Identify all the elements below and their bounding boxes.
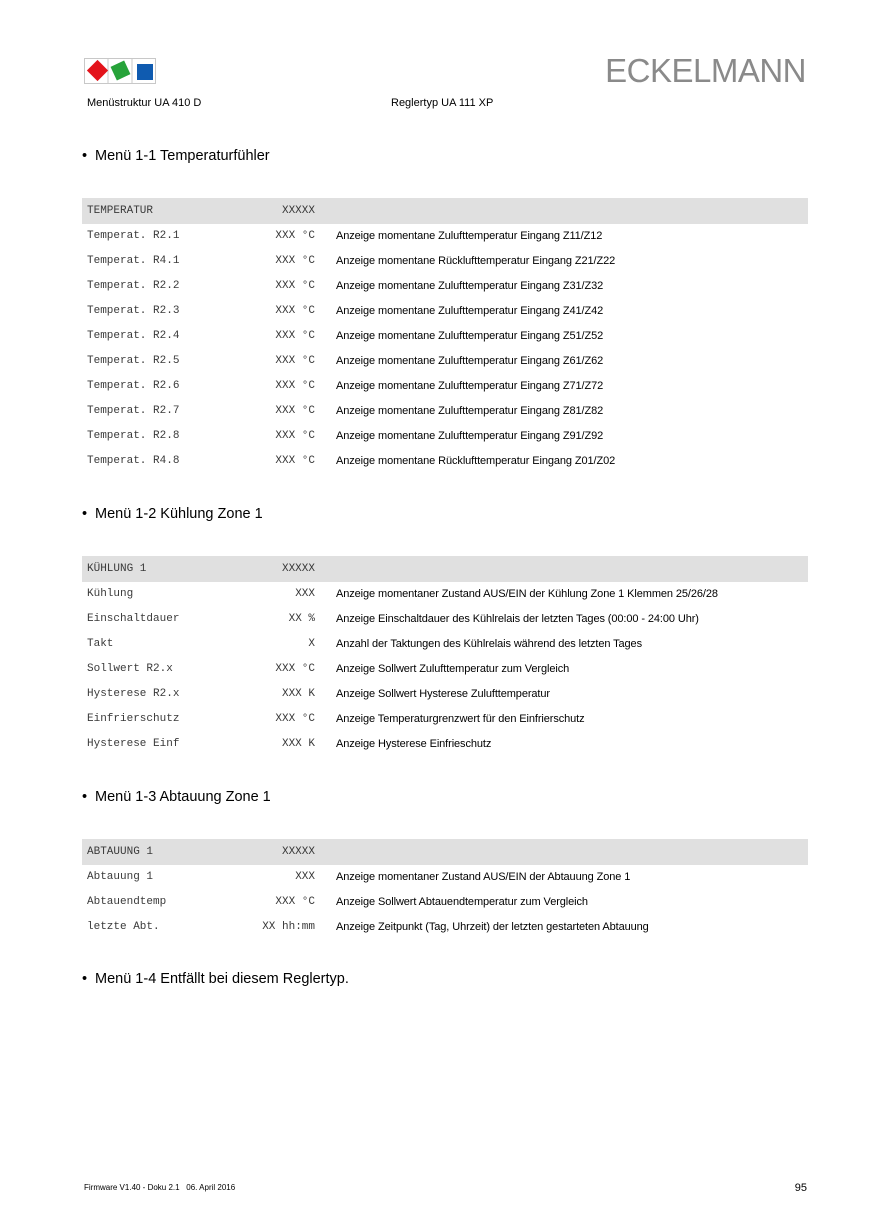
footer-firmware: Firmware V1.40 - Doku 2.1 06. April 2016 — [84, 1183, 236, 1192]
parameter-description: Anzeige Zeitpunkt (Tag, Uhrzeit) der letzten gestarteten Abtauung — [336, 921, 649, 933]
table-row — [82, 374, 808, 399]
menu-table — [82, 839, 808, 940]
parameter-value: XXX °C — [275, 896, 315, 908]
parameter-description: Anzeige momentane Zulufttemperatur Eingang Z71/Z72 — [336, 380, 604, 392]
bullet-icon: • — [82, 148, 88, 164]
parameter-description: Anzahl der Taktungen des Kühlrelais während des letzten Tages — [336, 638, 642, 650]
table-row — [82, 707, 808, 732]
parameter-description: Anzeige momentane Zulufttemperatur Eingang Z11/Z12 — [336, 230, 603, 242]
menu-header-label: TEMPERATUR — [87, 205, 154, 217]
section-title — [82, 787, 808, 807]
table-row — [82, 424, 808, 449]
parameter-description: Anzeige momentane Zulufttemperatur Eingang Z91/Z92 — [336, 430, 604, 442]
parameter-value: XXX °C — [275, 663, 315, 675]
table-row — [82, 915, 808, 940]
parameter-label: Sollwert R2.x — [87, 663, 173, 675]
table-row — [82, 224, 808, 249]
parameter-label: Einschaltdauer — [87, 613, 180, 625]
parameter-description: Anzeige momentane Zulufttemperatur Eingang Z51/Z52 — [336, 330, 604, 342]
table-row — [82, 299, 808, 324]
parameter-label: letzte Abt. — [87, 921, 160, 933]
parameter-label: Hysterese Einf — [87, 738, 180, 750]
parameter-description: Anzeige momentane Zulufttemperatur Eingang Z31/Z32 — [336, 280, 604, 292]
section-title-text: Menü 1-3 Abtauung Zone 1 — [95, 789, 271, 805]
parameter-label: Kühlung — [87, 588, 134, 600]
menu-table — [82, 556, 808, 757]
bullet-icon: • — [82, 789, 88, 805]
menu-header-value: XXXXX — [281, 846, 315, 858]
note-text: Menü 1-4 Entfällt bei diesem Reglertyp. — [95, 971, 349, 987]
section-title — [82, 504, 808, 524]
table-row — [82, 449, 808, 474]
parameter-label: Temperat. R2.3 — [87, 305, 180, 317]
parameter-value: XX hh:mm — [262, 921, 315, 933]
section-note — [82, 969, 808, 989]
table-row — [82, 349, 808, 374]
parameter-label: Takt — [87, 638, 114, 650]
section-title-text: Menü 1-2 Kühlung Zone 1 — [95, 506, 263, 522]
table-row — [82, 324, 808, 349]
parameter-label: Temperat. R2.4 — [87, 330, 180, 342]
section-title-text: Menü 1-1 Temperaturfühler — [95, 148, 270, 164]
parameter-value: XXX °C — [275, 230, 315, 242]
section-temperaturfuehler — [82, 146, 808, 467]
parameter-description: Anzeige momentane Rücklufttemperatur Eingang Z01/Z02 — [336, 455, 616, 467]
parameter-description: Anzeige momentaner Zustand AUS/EIN der Abtauung Zone 1 — [336, 871, 631, 883]
document-title: Menüstruktur UA 410 D — [87, 97, 202, 109]
section-menu-1-4 — [82, 969, 808, 989]
page-number: 95 — [794, 1182, 807, 1194]
table-row — [82, 657, 808, 682]
parameter-value: XXX — [295, 871, 315, 883]
table-row — [82, 249, 808, 274]
table-header-row — [82, 556, 808, 582]
menu-table — [82, 198, 808, 474]
parameter-value: X — [308, 638, 315, 650]
parameter-label: Temperat. R2.7 — [87, 405, 180, 417]
table-row — [82, 682, 808, 707]
table-row — [82, 274, 808, 299]
parameter-label: Temperat. R4.8 — [87, 455, 180, 467]
table-header-row — [82, 839, 808, 865]
parameter-label: Hysterese R2.x — [87, 688, 180, 700]
menu-header-label: KÜHLUNG 1 — [87, 563, 147, 575]
parameter-description: Anzeige Sollwert Abtauendtemperatur zum Vergleich — [336, 896, 588, 908]
parameter-label: Temperat. R2.5 — [87, 355, 180, 367]
table-header-row — [82, 198, 808, 224]
parameter-description: Anzeige momentane Zulufttemperatur Eingang Z81/Z82 — [336, 405, 604, 417]
parameter-value: XXX °C — [275, 455, 315, 467]
parameter-value: XXX °C — [275, 305, 315, 317]
parameter-description: Anzeige Sollwert Hysterese Zulufttemperatur — [336, 688, 550, 700]
parameter-value: XXX °C — [275, 255, 315, 267]
parameter-label: Temperat. R2.6 — [87, 380, 180, 392]
parameter-description: Anzeige momentaner Zustand AUS/EIN der Kühlung Zone 1 Klemmen 25/26/28 — [336, 588, 718, 600]
bullet-icon: • — [82, 506, 88, 522]
parameter-value: XXX — [295, 588, 315, 600]
parameter-description: Anzeige Hysterese Einfrieschutz — [336, 738, 492, 750]
table-row — [82, 865, 808, 890]
parameter-value: XXX °C — [275, 405, 315, 417]
parameter-label: Temperat. R4.1 — [87, 255, 180, 267]
section-kuehlung — [82, 504, 808, 750]
parameter-description: Anzeige momentane Rücklufttemperatur Eingang Z21/Z22 — [336, 255, 616, 267]
parameter-description: Anzeige momentane Zulufttemperatur Eingang Z41/Z42 — [336, 305, 604, 317]
parameter-value: XXX °C — [275, 380, 315, 392]
table-row — [82, 582, 808, 607]
parameter-value: XXX K — [281, 688, 315, 700]
parameter-label: Abtauendtemp — [87, 896, 167, 908]
menu-header-value: XXXXX — [281, 205, 315, 217]
parameter-label: Einfrierschutz — [87, 713, 180, 725]
eckelmann-logo-icon — [84, 58, 156, 84]
table-row — [82, 607, 808, 632]
parameter-description: Anzeige Sollwert Zulufttemperatur zum Vergleich — [336, 663, 570, 675]
parameter-label: Temperat. R2.1 — [87, 230, 180, 242]
parameter-value: XXX °C — [275, 330, 315, 342]
parameter-label: Temperat. R2.8 — [87, 430, 180, 442]
parameter-value: XXX °C — [275, 430, 315, 442]
parameter-value: XXX °C — [275, 355, 315, 367]
parameter-description: Anzeige Einschaltdauer des Kühlrelais der letzten Tages (00:00 - 24:00 Uhr) — [336, 613, 699, 625]
table-row — [82, 632, 808, 657]
menu-header-value: XXXXX — [281, 563, 315, 575]
section-title — [82, 146, 808, 166]
parameter-value: XX % — [288, 613, 315, 625]
brand-name: ECKELMANN — [605, 52, 806, 89]
controller-type: Reglertyp UA 111 XP — [391, 97, 494, 109]
table-row — [82, 732, 808, 757]
table-row — [82, 890, 808, 915]
parameter-value: XXX °C — [275, 280, 315, 292]
bullet-icon: • — [82, 971, 88, 987]
menu-header-label: ABTAUUNG 1 — [87, 846, 154, 858]
parameter-description: Anzeige Temperaturgrenzwert für den Einfrierschutz — [336, 713, 585, 725]
parameter-description: Anzeige momentane Zulufttemperatur Eingang Z61/Z62 — [336, 355, 604, 367]
parameter-value: XXX °C — [275, 713, 315, 725]
parameter-label: Temperat. R2.2 — [87, 280, 180, 292]
section-abtauung — [82, 787, 808, 933]
parameter-value: XXX K — [281, 738, 315, 750]
table-row — [82, 399, 808, 424]
parameter-label: Abtauung 1 — [87, 871, 154, 883]
